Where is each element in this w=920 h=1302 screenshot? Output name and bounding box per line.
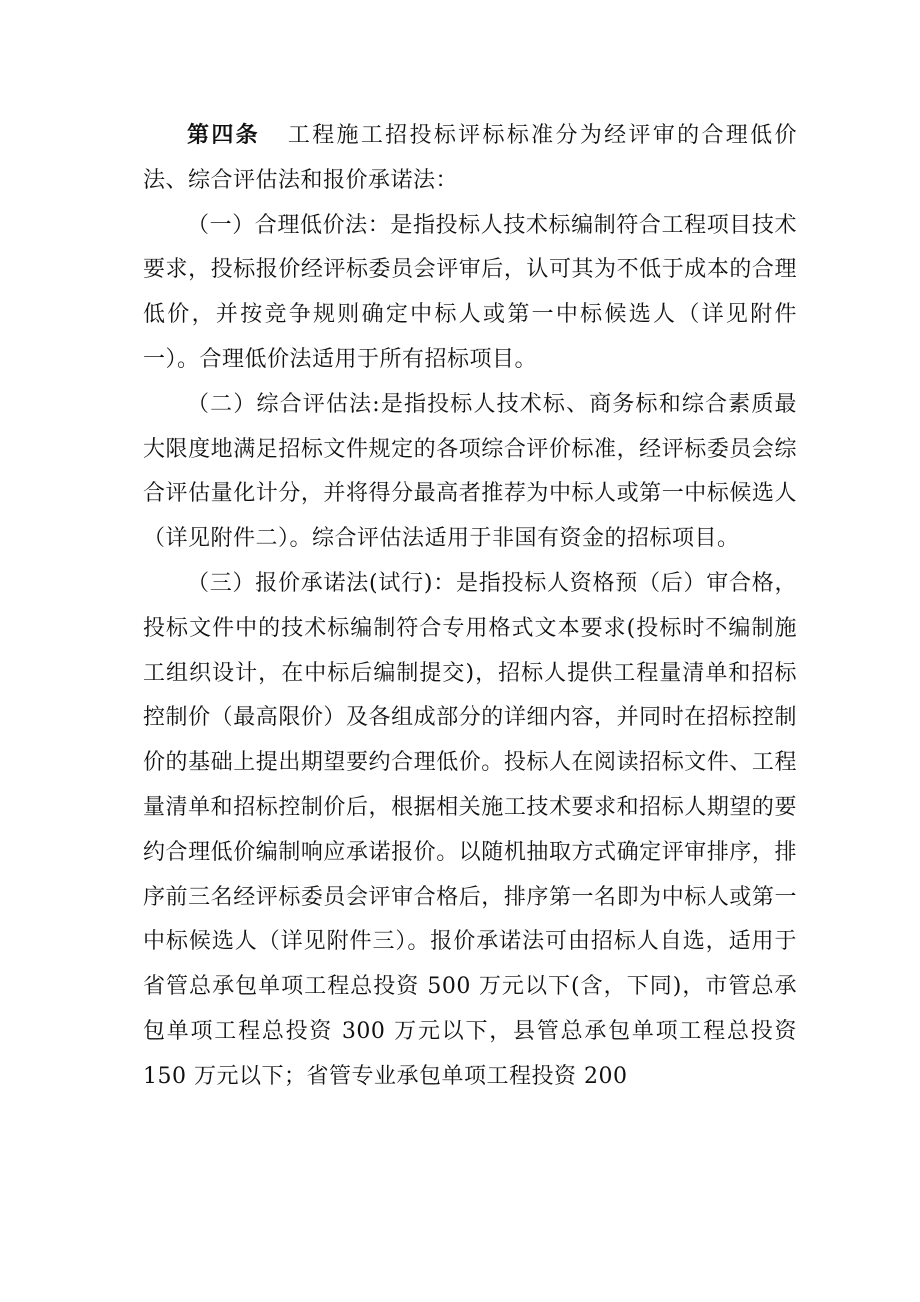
article-paragraph	[143, 113, 797, 204]
paragraph-quote-commitment: （三）报价承诺法(试行)：是指投标人资格预（后）审合格，投标文件中的技术标编制符合专用格式文本要求(投标时不编制施工组织设计，在中标后编制提交)，招标人提供工程量清单和招标控制价（最高限价）及各组成部分的详细内容，并同时在招标控制价的基础上提出期望要约合理低价。投标人在阅读招标文件、工程量清单和招标控制价后，根据相关施工技术要求和招标人期望的要约合理低价编制响应承诺报价。以随机抽取方式确定评审排序，排序前三名经评标委员会评审合格后，排序第一名即为中标人或第一中标候选人（详见附件三）。报价承诺法可由招标人自选，适用于省管总承包单项工程总投资 500 万元以下(含，下同)，市管总承包单项工程总投资 300 万元以下，县管总承包单项工程总投资 150 万元以下；省管专业承包单项工程投资 200	[143, 570, 797, 1089]
document-page	[143, 113, 797, 1100]
paragraph-comprehensive-evaluation: （二）综合评估法:是指投标人技术标、商务标和综合素质最大限度地满足招标文件规定的各项综合评价标准，经评标委员会综合评估量化计分，并将得分最高者推荐为中标人或第一中标候选人（详见附件二）。综合评估法适用于非国有资金的招标项目。	[143, 391, 797, 552]
article-intro: 工程施工招投标评标标准分为经评审的合理低价法、综合评估法和报价承诺法：	[143, 123, 797, 193]
article-label: 第四条	[187, 122, 260, 148]
paragraph-reasonable-low-price: （一）合理低价法：是指投标人技术标编制符合工程项目技术要求，投标报价经评标委员会评审后，认可其为不低于成本的合理低价，并按竞争规则确定中标人或第一中标候选人（详见附件一）。合理低价法适用于所有招标项目。	[143, 212, 797, 372]
